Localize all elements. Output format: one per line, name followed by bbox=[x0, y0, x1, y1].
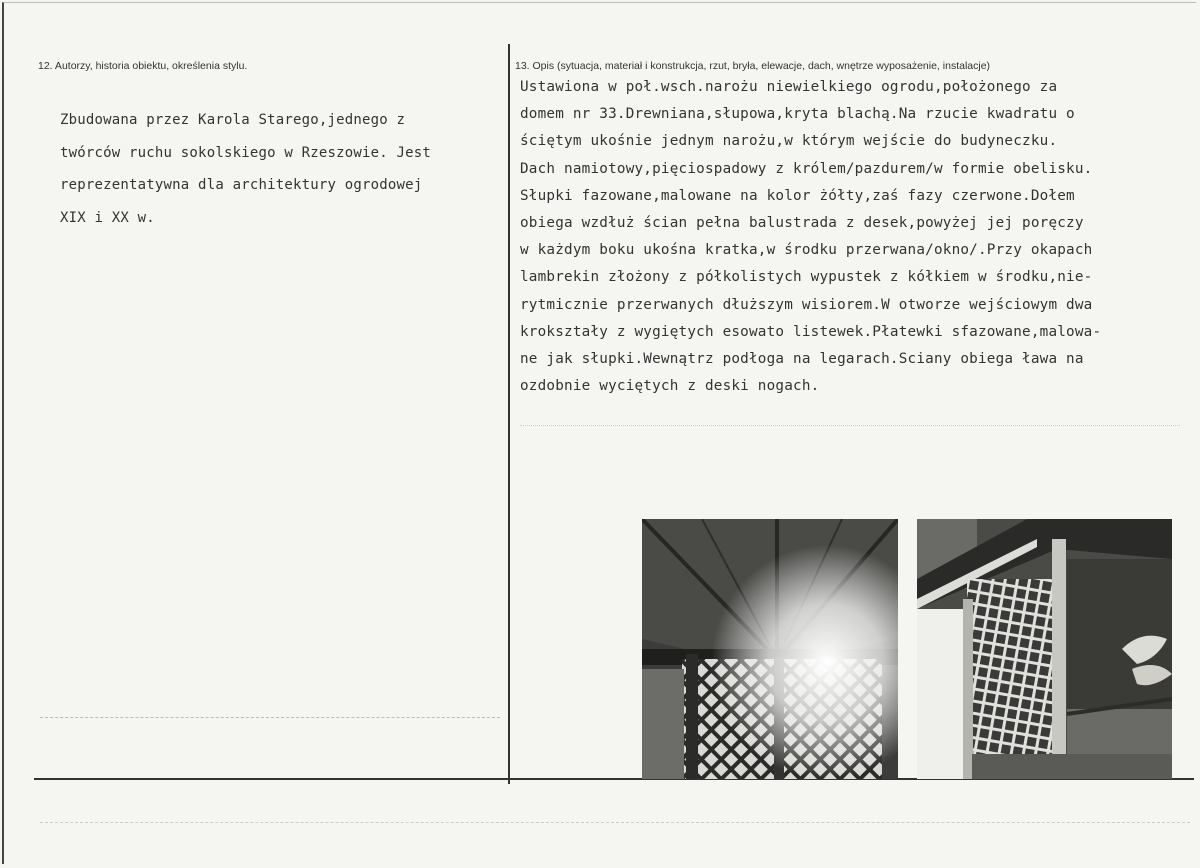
text-line: obiega wzdłuż ścian pełna balustrada z desek,powyżej jej poręczy bbox=[520, 214, 1084, 231]
section-13-heading: 13. Opis (sytuacja, materiał i konstrukcja, rzut, bryła, elewacje, dach, wnętrze wyposażenie, instalacje) bbox=[515, 60, 991, 72]
dotted-rule-left bbox=[40, 717, 500, 718]
text-line: krokształy z wygiętych esowato listewek.Płatewki sfazowane,malowa- bbox=[520, 323, 1102, 340]
text-line: ne jak słupki.Wewnątrz podłoga na legarach.Sciany obiega ława na bbox=[520, 350, 1084, 367]
text-line: ściętym ukośnie jednym narożu,w którym wejście do budyneczku. bbox=[520, 133, 1058, 150]
column-divider bbox=[508, 44, 510, 784]
dotted-rule-right bbox=[520, 425, 1180, 426]
text-line: twórców ruchu sokolskiego w Rzeszowie. Jest bbox=[60, 144, 432, 161]
text-line: Zbudowana przez Karola Starego,jednego z bbox=[60, 112, 406, 128]
text-line: Słupki fazowane,malowane na kolor żółty,zaś fazy czerwone.Dołem bbox=[520, 187, 1075, 204]
dotted-rule-bottom bbox=[40, 822, 1190, 823]
section-13-text bbox=[520, 74, 1101, 400]
photo-drawing bbox=[642, 519, 898, 779]
text-line: XIX i XX w. bbox=[60, 209, 155, 226]
text-line: w każdym boku ukośna kratka,w środku przerwana/okno/.Przy okapach bbox=[520, 242, 1093, 259]
gazebo-interior-roof-photo bbox=[642, 519, 898, 779]
text-line: domem nr 33.Drewniana,słupowa,kryta blachą.Na rzucie kwadratu o bbox=[520, 106, 1075, 123]
text-line: reprezentatywna dla architektury ogrodowej bbox=[60, 177, 423, 193]
text-line: rytmicznie przerwanych dłuższym wisiorem.W otworze wejściowym dwa bbox=[520, 296, 1093, 313]
text-line: Dach namiotowy,pięciospadowy z królem/pazdurem/w formie obelisku. bbox=[520, 160, 1093, 177]
gazebo-lattice-wall-photo bbox=[917, 519, 1172, 779]
section-12-text bbox=[60, 104, 431, 234]
photo-drawing bbox=[917, 519, 1172, 779]
text-line: lambrekin złożony z półkolistych wypustek z kółkiem w środku,nie- bbox=[520, 269, 1093, 286]
text-line: ozdobnie wyciętych z deski nogach. bbox=[520, 378, 820, 395]
section-12-heading: 12. Autorzy, historia obiektu, określenia stylu. bbox=[38, 60, 248, 72]
text-line: Ustawiona w poł.wsch.narożu niewielkiego ogrodu,położonego za bbox=[520, 79, 1058, 95]
